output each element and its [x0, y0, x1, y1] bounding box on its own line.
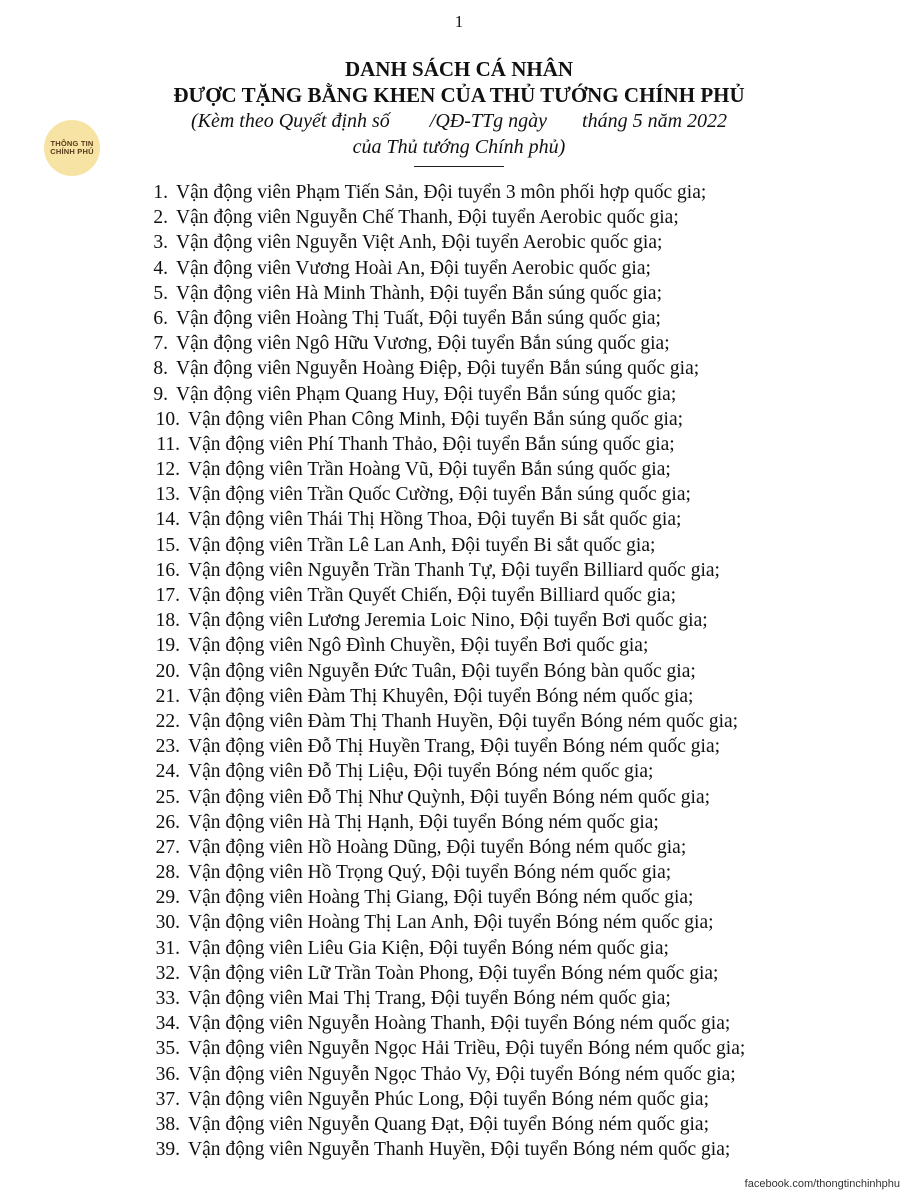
list-item-number: 4.	[153, 257, 168, 279]
decision-reference-line-2: của Thủ tướng Chính phủ)	[352, 136, 566, 158]
list-item-text: Vận động viên Phan Công Minh, Đội tuyển Bắn súng quốc gia;	[188, 408, 684, 430]
list-item-number: 16.	[155, 559, 180, 581]
list-item-number: 31.	[155, 937, 180, 959]
list-item-text: Vận động viên Hồ Trọng Quý, Đội tuyển Bóng ném quốc gia;	[188, 862, 672, 884]
list-item-text: Vận động viên Hoàng Thị Giang, Đội tuyển Bóng ném quốc gia;	[188, 887, 694, 909]
list-item	[0, 633, 918, 658]
list-item-text: Vận động viên Nguyễn Đức Tuân, Đội tuyển Bóng bàn quốc gia;	[188, 660, 696, 682]
list-item-number: 36.	[155, 1063, 180, 1085]
list-item-number: 35.	[155, 1038, 180, 1060]
list-item-text: Vận động viên Đỗ Thị Huyền Trang, Đội tuyển Bóng ném quốc gia;	[188, 736, 721, 758]
list-item-text: Vận động viên Nguyễn Ngọc Thảo Vy, Đội tuyển Bóng ném quốc gia;	[188, 1063, 736, 1085]
list-item	[0, 709, 918, 734]
list-item-number: 17.	[155, 585, 180, 606]
list-item	[0, 659, 918, 684]
list-item-number: 22.	[155, 710, 180, 732]
list-item-text: Vận động viên Hoàng Thị Tuất, Đội tuyển Bắn súng quốc gia;	[176, 307, 661, 329]
list-item	[0, 382, 918, 407]
list-item-text: Vận động viên Hồ Hoàng Dũng, Đội tuyển Bóng ném quốc gia;	[188, 836, 687, 858]
list-item	[0, 910, 918, 935]
list-item	[0, 482, 918, 507]
list-item	[0, 684, 918, 709]
decision-reference-line-1: (Kèm theo Quyết định số /QĐ-TTg ngày tháng 5 năm 2022	[190, 110, 728, 132]
list-item-number: 29.	[155, 887, 180, 909]
logo-line-1: THÔNG TIN	[50, 139, 94, 148]
list-item-text: Vận động viên Lương Jeremia Loic Nino, Đội tuyển Bơi quốc gia;	[188, 610, 708, 632]
list-item	[0, 205, 918, 230]
list-item-text: Vận động viên Trần Quốc Cường, Đội tuyển Bắn súng quốc gia;	[188, 484, 691, 506]
list-item-text: Vận động viên Mai Thị Trang, Đội tuyển Bóng ném quốc gia;	[188, 988, 671, 1009]
source-watermark: facebook.com/thongtinchinhphu	[744, 1178, 900, 1190]
list-item-number: 1.	[153, 182, 168, 203]
list-item-number: 27.	[155, 836, 180, 858]
list-item	[0, 759, 918, 784]
list-item-number: 28.	[155, 862, 180, 884]
list-item	[0, 835, 918, 860]
list-item-text: Vận động viên Nguyễn Việt Anh, Đội tuyển Aerobic quốc gia;	[176, 232, 663, 254]
list-item-number: 7.	[153, 333, 168, 355]
list-item-number: 13.	[155, 484, 180, 506]
list-item-text: Vận động viên Nguyễn Hoàng Điệp, Đội tuyển Bắn súng quốc gia;	[176, 358, 700, 380]
list-item	[0, 331, 918, 356]
list-item	[0, 306, 918, 331]
list-item-text: Vận động viên Phạm Quang Huy, Đội tuyển Bắn súng quốc gia;	[176, 383, 677, 405]
list-item	[0, 558, 918, 583]
list-item-number: 32.	[155, 962, 180, 984]
list-item-text: Vận động viên Trần Hoàng Vũ, Đội tuyển Bắn súng quốc gia;	[188, 459, 671, 481]
recipient-list	[0, 180, 918, 1162]
list-item-text: Vận động viên Nguyễn Ngọc Hải Triều, Đội tuyển Bóng ném quốc gia;	[188, 1038, 746, 1060]
list-item	[0, 810, 918, 835]
list-item-text: Vận động viên Nguyễn Quang Đạt, Đội tuyển Bóng ném quốc gia;	[188, 1113, 709, 1135]
list-item	[0, 533, 918, 558]
list-item	[0, 1087, 918, 1112]
list-item-text: Vận động viên Hà Thị Hạnh, Đội tuyển Bóng ném quốc gia;	[188, 811, 659, 833]
page-number: 1	[454, 12, 464, 31]
list-item-number: 23.	[155, 736, 180, 758]
list-item-text: Vận động viên Hoàng Thị Lan Anh, Đội tuyển Bóng ném quốc gia;	[188, 912, 714, 934]
list-item-number: 14.	[155, 509, 180, 531]
list-item	[0, 1036, 918, 1061]
list-item-text: Vận động viên Ngô Hữu Vương, Đội tuyển Bắn súng quốc gia;	[176, 333, 670, 355]
list-item-number: 25.	[155, 786, 180, 808]
list-item-text: Vận động viên Trần Quyết Chiến, Đội tuyển Billiard quốc gia;	[188, 585, 676, 606]
list-item	[0, 1137, 918, 1162]
list-item-number: 20.	[155, 660, 180, 682]
list-item	[0, 936, 918, 961]
list-item-number: 37.	[155, 1088, 180, 1110]
list-item-text: Vận động viên Đàm Thị Khuyên, Đội tuyển Bóng ném quốc gia;	[188, 685, 694, 707]
list-item	[0, 583, 918, 608]
list-item-number: 30.	[155, 912, 180, 934]
list-item	[0, 356, 918, 381]
document-title-line-2: ĐƯỢC TẶNG BẰNG KHEN CỦA THỦ TƯỚNG CHÍNH PHỦ	[173, 83, 745, 107]
list-item	[0, 986, 918, 1011]
list-item-text: Vận động viên Đàm Thị Thanh Huyền, Đội tuyển Bóng ném quốc gia;	[188, 710, 739, 732]
list-item	[0, 407, 918, 432]
list-item-number: 6.	[153, 307, 168, 329]
list-item-number: 19.	[155, 635, 180, 657]
list-item	[0, 230, 918, 255]
list-item-number: 15.	[155, 534, 180, 556]
list-item	[0, 180, 918, 205]
list-item-number: 11.	[156, 433, 180, 455]
list-item-number: 5.	[153, 282, 168, 304]
list-item-text: Vận động viên Lữ Trần Toàn Phong, Đội tuyển Bóng ném quốc gia;	[188, 962, 719, 984]
logo-line-2: CHÍNH PHỦ	[50, 147, 94, 156]
list-item-number: 9.	[153, 383, 168, 405]
list-item-number: 34.	[155, 1013, 180, 1035]
list-item	[0, 785, 918, 810]
list-item	[0, 734, 918, 759]
list-item-number: 24.	[155, 761, 180, 783]
list-item-number: 39.	[155, 1139, 180, 1161]
list-item-text: Vận động viên Nguyễn Trần Thanh Tự, Đội tuyển Billiard quốc gia;	[188, 559, 720, 581]
list-item	[0, 860, 918, 885]
list-item	[0, 1062, 918, 1087]
list-item-text: Vận động viên Hà Minh Thành, Đội tuyển Bắn súng quốc gia;	[176, 282, 662, 304]
document-title-line-1: DANH SÁCH CÁ NHÂN	[344, 57, 574, 81]
list-item-number: 21.	[155, 685, 180, 707]
list-item-text: Vận động viên Nguyễn Phúc Long, Đội tuyển Bóng ném quốc gia;	[188, 1088, 710, 1110]
header-divider	[414, 166, 504, 167]
list-item	[0, 507, 918, 532]
list-item-text: Vận động viên Trần Lê Lan Anh, Đội tuyển Bi sắt quốc gia;	[188, 534, 656, 556]
document-header	[0, 56, 918, 167]
list-item-text: Vận động viên Nguyễn Thanh Huyền, Đội tuyển Bóng ném quốc gia;	[188, 1139, 731, 1161]
list-item-text: Vận động viên Nguyễn Hoàng Thanh, Đội tuyển Bóng ném quốc gia;	[188, 1013, 731, 1035]
list-item-number: 38.	[155, 1113, 180, 1135]
list-item	[0, 961, 918, 986]
list-item-text: Vận động viên Đỗ Thị Như Quỳnh, Đội tuyển Bóng ném quốc gia;	[188, 786, 711, 808]
list-item-text: Vận động viên Ngô Đình Chuyền, Đội tuyển Bơi quốc gia;	[188, 635, 649, 657]
list-item	[0, 256, 918, 281]
list-item	[0, 432, 918, 457]
list-item-text: Vận động viên Liêu Gia Kiện, Đội tuyển Bóng ném quốc gia;	[188, 937, 669, 959]
list-item	[0, 608, 918, 633]
list-item	[0, 1112, 918, 1137]
list-item	[0, 885, 918, 910]
list-item-number: 10.	[155, 408, 180, 430]
list-item-number: 12.	[155, 459, 180, 481]
list-item-text: Vận động viên Vương Hoài An, Đội tuyển Aerobic quốc gia;	[176, 257, 651, 279]
list-item-text: Vận động viên Thái Thị Hồng Thoa, Đội tuyển Bi sắt quốc gia;	[188, 509, 682, 531]
list-item-number: 26.	[155, 811, 180, 833]
list-item	[0, 1011, 918, 1036]
list-item-number: 18.	[155, 610, 180, 632]
list-item	[0, 281, 918, 306]
list-item-text: Vận động viên Phí Thanh Thảo, Đội tuyển Bắn súng quốc gia;	[188, 433, 675, 455]
list-item-number: 33.	[155, 988, 180, 1009]
list-item-text: Vận động viên Nguyễn Chế Thanh, Đội tuyển Aerobic quốc gia;	[176, 207, 679, 229]
list-item-number: 2.	[153, 207, 168, 229]
list-item-text: Vận động viên Phạm Tiến Sản, Đội tuyển 3 môn phối hợp quốc gia;	[176, 182, 707, 203]
list-item-number: 8.	[153, 358, 168, 380]
list-item-number: 3.	[153, 232, 168, 254]
list-item-text: Vận động viên Đỗ Thị Liệu, Đội tuyển Bóng ném quốc gia;	[188, 761, 654, 783]
list-item	[0, 457, 918, 482]
